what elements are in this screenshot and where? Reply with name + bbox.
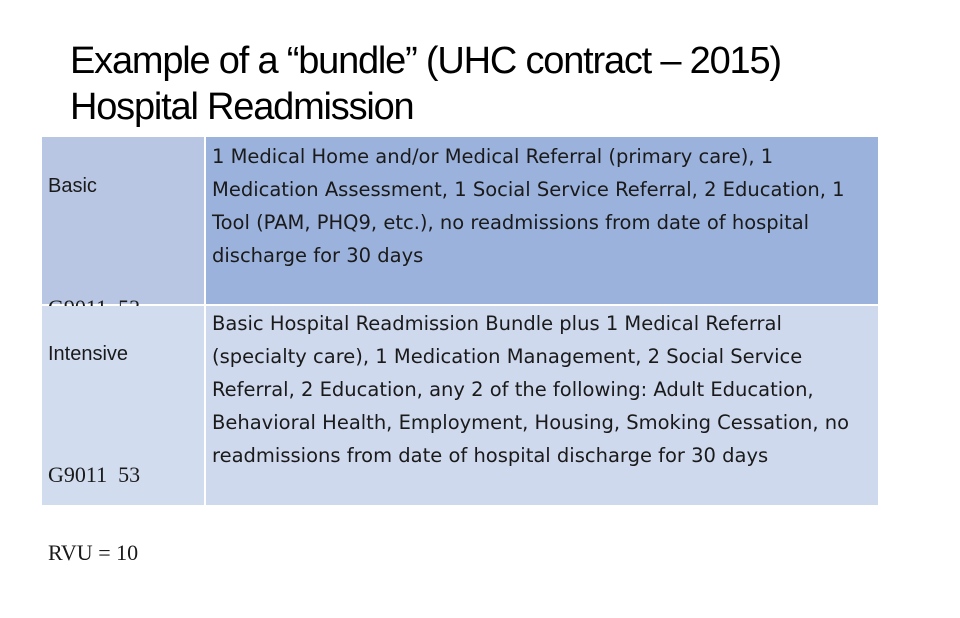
basic-label: Basic bbox=[48, 175, 97, 197]
intensive-code-value: G9011 53 bbox=[48, 462, 141, 487]
intensive-label-cell bbox=[42, 306, 204, 565]
intensive-rvu-value: RVU = 10 bbox=[48, 540, 139, 565]
intensive-code bbox=[48, 410, 140, 618]
intensive-description-cell bbox=[206, 306, 878, 505]
intensive-label: Intensive bbox=[48, 343, 129, 365]
basic-description: 1 Medical Home and/or Medical Referral (primary care), 1 Medication Assessment, 1 Social Service Referral, 2 Education, 1 Tool (PAM, PHQ9, etc.), no readmissions from date of hospital discharge for 30 days bbox=[212, 145, 845, 267]
basic-description-cell bbox=[206, 137, 878, 304]
intensive-description: Basic Hospital Readmission Bundle plus 1 Medical Referral (specialty care), 1 Medication Management, 2 Social Service Referral, 2 Education, any 2 of the following: Adult Education, Behavioral Health, Employment, Housing, Smoking Cessation, no readmissions from date of hospital discharge for 30 days bbox=[212, 312, 850, 467]
basic-label-cell bbox=[42, 137, 204, 304]
slide-title-line-2: Hospital Readmission bbox=[70, 86, 414, 128]
bundle-table bbox=[42, 137, 878, 565]
slide-title bbox=[70, 38, 781, 130]
slide-title-line-1: Example of a “bundle” (UHC contract – 2015) bbox=[70, 40, 781, 82]
